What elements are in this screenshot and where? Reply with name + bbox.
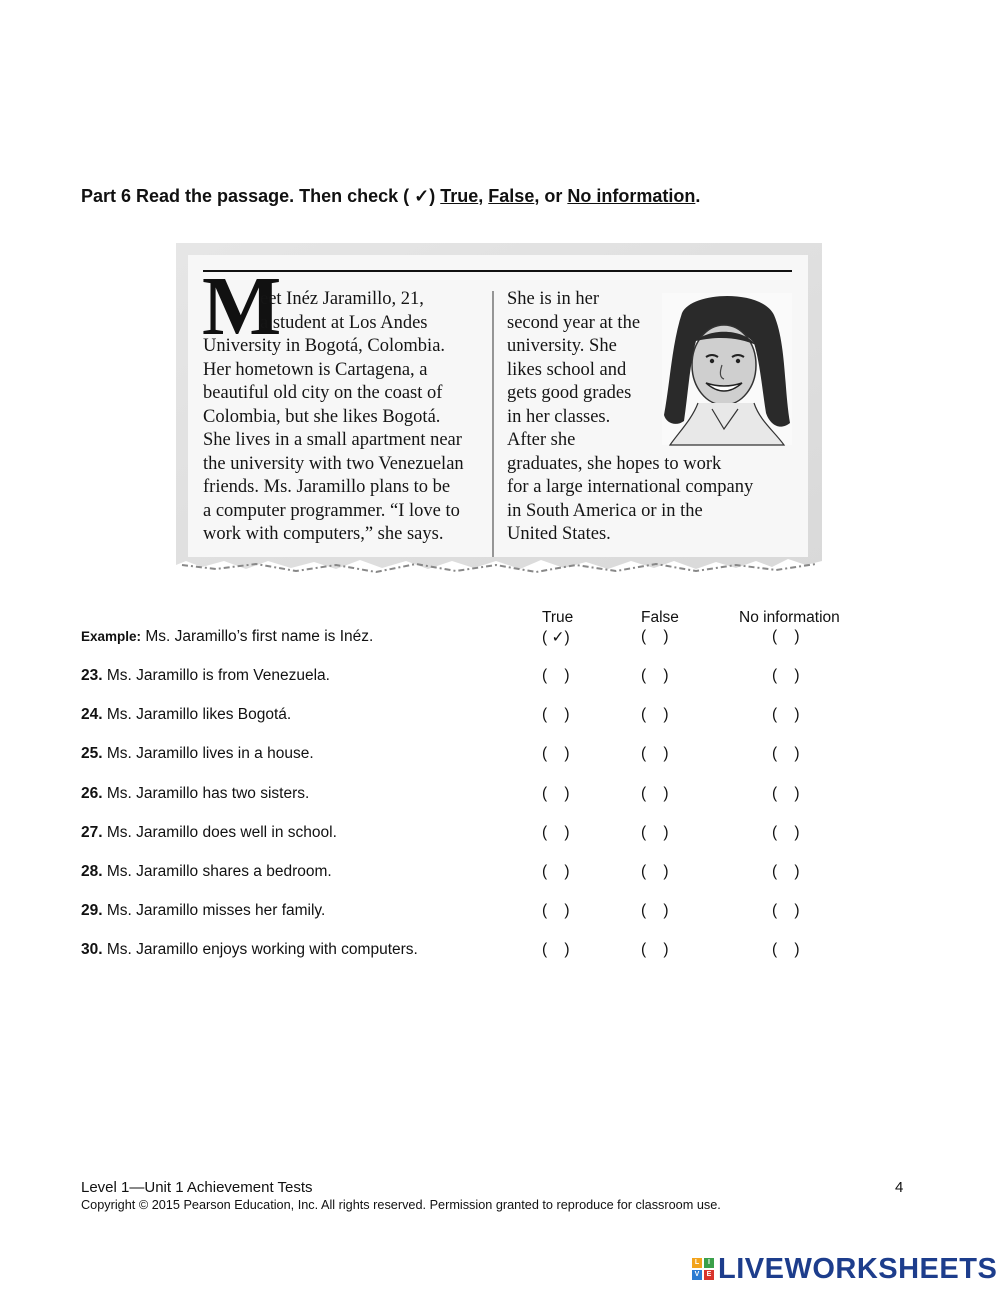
- answer-noinfo-checkbox[interactable]: ( ): [772, 667, 800, 684]
- article-left-line: beautiful old city on the coast of: [203, 383, 443, 403]
- article-left-line: the university with two Venezuelan: [203, 453, 464, 474]
- answer-false-checkbox[interactable]: ( ): [641, 863, 669, 880]
- article-right-line: in South America or in the: [507, 500, 703, 521]
- question-text: Ms. Jaramillo is from Venezuela.: [106, 667, 330, 684]
- example-label: Example:: [81, 629, 142, 644]
- article-left-line: University in Bogotá, Colombia.: [203, 336, 446, 356]
- answer-true-checkbox[interactable]: ( ): [542, 902, 570, 920]
- option-no-information: No information: [567, 186, 696, 206]
- article-right-line: likes school and: [507, 359, 627, 380]
- answer-noinfo-checkbox[interactable]: ( ): [772, 745, 800, 763]
- question-row: [81, 667, 330, 685]
- example-false-answer: ( ): [641, 628, 669, 645]
- article-left-line: Her hometown is Cartagena, a: [203, 359, 428, 380]
- answer-noinfo-checkbox[interactable]: ( ): [772, 823, 800, 841]
- part-heading: Part 6 Read the passage. Then check ( ✓) True, False, or No information.: [81, 186, 701, 206]
- example-row: [81, 628, 373, 646]
- article-right-line: After she: [507, 430, 576, 450]
- question-number: 23.: [81, 667, 103, 684]
- question-number: 24.: [81, 706, 103, 724]
- answer-false-checkbox[interactable]: ( ): [641, 941, 669, 959]
- answer-noinfo-checkbox[interactable]: ( ): [772, 863, 800, 880]
- answer-false-checkbox[interactable]: ( ): [641, 745, 669, 763]
- article-right-line: She is in her: [507, 289, 599, 309]
- article-left-line: a student at Los Andes: [260, 312, 428, 333]
- answer-false-checkbox[interactable]: ( ): [641, 706, 669, 724]
- answer-noinfo-checkbox[interactable]: ( ): [772, 706, 800, 724]
- article-right-line: gets good grades: [507, 383, 632, 403]
- article-left-line: friends. Ms. Jaramillo plans to be: [203, 477, 451, 497]
- question-text: Ms. Jaramillo enjoys working with computers.: [106, 941, 418, 959]
- answer-false-checkbox[interactable]: ( ): [641, 823, 669, 841]
- example-text: Ms. Jaramillo’s first name is Inéz.: [145, 628, 374, 645]
- answer-true-checkbox[interactable]: ( ): [542, 863, 570, 880]
- question-text: Ms. Jaramillo does well in school.: [106, 823, 337, 841]
- question-row: [81, 745, 314, 763]
- torn-edge-texture: [182, 564, 816, 572]
- article-right-line: in her classes.: [507, 406, 611, 427]
- article-right-line: graduates, she hopes to work: [507, 453, 722, 474]
- answer-true-checkbox[interactable]: ( ): [542, 667, 570, 684]
- answer-noinfo-checkbox[interactable]: ( ): [772, 941, 800, 959]
- check-mark-icon: ✓: [414, 186, 430, 206]
- option-false: False: [488, 186, 535, 206]
- logo-text: LIVEWORKSHEETS: [718, 1252, 998, 1285]
- question-row: [81, 902, 325, 920]
- question-row: [81, 863, 332, 881]
- answer-false-checkbox[interactable]: ( ): [641, 902, 669, 920]
- answer-true-checkbox[interactable]: ( ): [542, 706, 570, 724]
- question-number: 28.: [81, 863, 103, 880]
- example-noinfo-answer: ( ): [772, 628, 800, 645]
- article-right-column: [507, 288, 807, 547]
- article-right-line: United States.: [507, 524, 611, 544]
- question-number: 29.: [81, 902, 103, 920]
- answer-true-checkbox[interactable]: ( ): [542, 823, 570, 841]
- column-header-no-information: No information: [739, 609, 840, 626]
- question-text: Ms. Jaramillo lives in a house.: [106, 745, 314, 763]
- answer-true-checkbox[interactable]: ( ): [542, 784, 570, 802]
- column-header-false: False: [641, 609, 679, 626]
- article-left-column: [203, 288, 488, 547]
- logo-cube-tile: L: [692, 1258, 702, 1268]
- copyright-notice: Copyright © 2015 Pearson Education, Inc. All rights reserved. Permission granted to reproduce for classroom use.: [81, 1198, 721, 1212]
- example-true-answer: ( ✓): [542, 629, 570, 646]
- logo-cube-icon: [692, 1258, 714, 1280]
- question-number: 26.: [81, 784, 103, 802]
- answer-true-checkbox[interactable]: ( ): [542, 745, 570, 763]
- option-true: True: [440, 186, 479, 206]
- article-left-line: eet Inéz Jaramillo, 21,: [260, 289, 424, 309]
- answer-false-checkbox[interactable]: ( ): [641, 667, 669, 684]
- logo-cube-tile: V: [692, 1270, 702, 1280]
- logo-cube-tile: E: [704, 1270, 714, 1280]
- article-left-line: Colombia, but she likes Bogotá.: [203, 406, 441, 427]
- article-right-line: for a large international company: [507, 477, 754, 497]
- question-text: Ms. Jaramillo misses her family.: [106, 902, 326, 920]
- question-text: Ms. Jaramillo has two sisters.: [106, 784, 310, 802]
- article-left-line: She lives in a small apartment near: [203, 430, 462, 450]
- answer-noinfo-checkbox[interactable]: ( ): [772, 784, 800, 802]
- question-number: 27.: [81, 823, 103, 841]
- question-row: [81, 706, 291, 724]
- page-number: 4: [895, 1179, 904, 1196]
- question-number: 30.: [81, 941, 103, 959]
- question-text: Ms. Jaramillo shares a bedroom.: [106, 863, 332, 880]
- answer-noinfo-checkbox[interactable]: ( ): [772, 902, 800, 920]
- question-number: 25.: [81, 745, 103, 763]
- column-header-true: True: [542, 609, 574, 626]
- question-text: Ms. Jaramillo likes Bogotá.: [106, 706, 292, 724]
- question-row: [81, 785, 309, 803]
- answer-true-checkbox[interactable]: ( ): [542, 941, 570, 959]
- drop-cap: M: [202, 260, 282, 353]
- question-row: [81, 824, 337, 842]
- question-row: [81, 941, 418, 959]
- answer-false-checkbox[interactable]: ( ): [641, 784, 669, 802]
- article-left-line: work with computers,” she says.: [203, 524, 444, 544]
- article-clipping: [176, 243, 822, 579]
- liveworksheets-logo: [692, 1254, 997, 1284]
- logo-cube-tile: I: [704, 1258, 714, 1268]
- article-left-line: a computer programmer. “I love to: [203, 500, 460, 521]
- article-right-line: university. She: [507, 336, 617, 356]
- article-right-line: second year at the: [507, 312, 641, 333]
- footer-title: Level 1—Unit 1 Achievement Tests: [81, 1179, 313, 1196]
